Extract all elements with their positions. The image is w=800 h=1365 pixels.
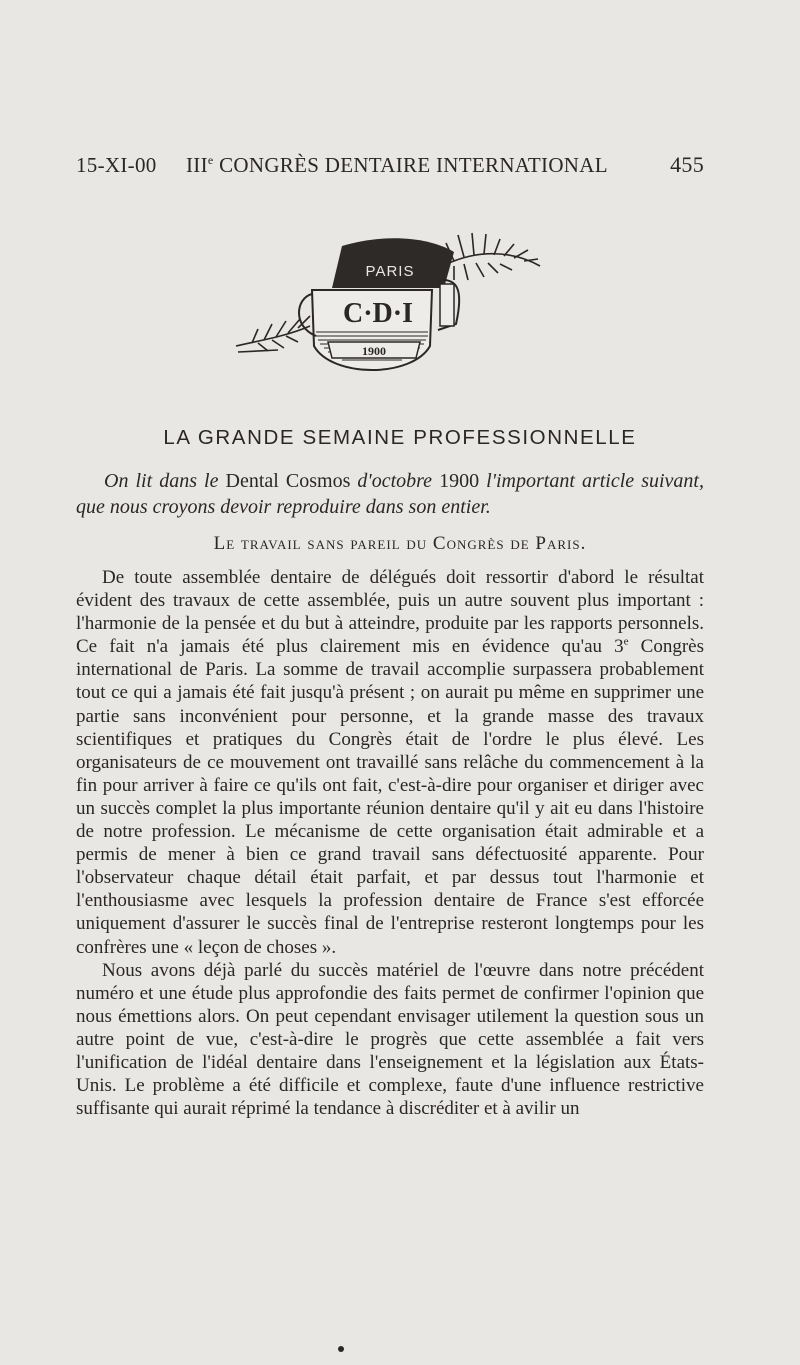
emblem-year-text: 1900	[362, 344, 386, 358]
emblem-paris-text: PARIS	[365, 263, 415, 280]
issue-date: 15-XI-00	[76, 153, 157, 177]
palm-frond-icon	[446, 233, 540, 280]
article-title: LA GRANDE SEMAINE PROFESSIONNELLE	[163, 426, 637, 449]
article-intro: On lit dans le Dental Cosmos d'octobre 1900 l'important article suivant, que nous croyons devoir reproduire dans son entier.	[76, 470, 704, 518]
scroll-roll	[440, 284, 454, 326]
paragraph-2: Nous avons déjà parlé du succès matériel de l'œuvre dans notre précédent numéro et une étude plus approfondie des faits permet de confirmer l'opinion que nous émettions alors. On peut cependant envisager utilement la question sous un autre point de vue, c'est-à-dire le progrès que cette assemblée a fait vers l'unification de l'idéal dentaire dans l'enseignement et la législation aux États-Unis. Le problème a été difficile et complexe, faute d'une influence restrictive suffisante qui aurait réprimé la tendance à discréditer et à avilir un	[76, 959, 704, 1120]
header-title: IIIe CONGRÈS DENTAIRE INTERNATIONAL	[186, 153, 608, 177]
article-body	[76, 566, 704, 1120]
article-subheading: Le travail sans pareil du Congrès de Paris.	[213, 533, 587, 554]
paragraph-1: De toute assemblée dentaire de délégués doit ressortir d'abord le résultat évident des travaux de cette assemblée, puis un autre souvent plus important : l'harmonie de la pensée et du but à atteindre, produite par les rapports personnels. Ce fait n'a jamais été plus clairement mis en évidence qu'au 3e Congrès international de Paris. La somme de travail accomplie surpassera probablement tout ce qui a jamais été fait jusqu'à présent ; on aurait pu même en supprimer une partie sans inconvénient pour personne, et la grande masse des travaux scientifiques et pratiques du Congrès était de l'ordre le plus élevé. Les organisateurs de ce mouvement ont travaillé sans relâche du commencement à la fin pour arriver à faire ce qu'ils ont fait, c'est-à-dire pour organiser et diriger avec un succès complet la plus importante réunion dentaire qu'il y ait eu dans l'histoire de notre profession. Le mécanisme de cette organisation était admirable et a permis de mener à bien ce grand travail sans défectuosité apparente. Pour l'observateur chaque détail était parfait, et par dessus tout l'harmonie et l'enthousiasme avec lesquels la profession dentaire de France s'est efforcée uniquement d'assurer le succès final de l'entreprise resteront longtemps pour les confrères une « leçon de choses ».	[76, 567, 704, 958]
running-header	[76, 152, 704, 178]
congress-emblem	[232, 228, 544, 388]
page-number: 455	[670, 152, 704, 177]
laurel-branch-icon	[236, 316, 310, 352]
printer-dot	[338, 1346, 344, 1352]
emblem-cdi-text: C·D·I	[342, 298, 414, 329]
journal-name: Dental Cosmos	[225, 470, 351, 492]
